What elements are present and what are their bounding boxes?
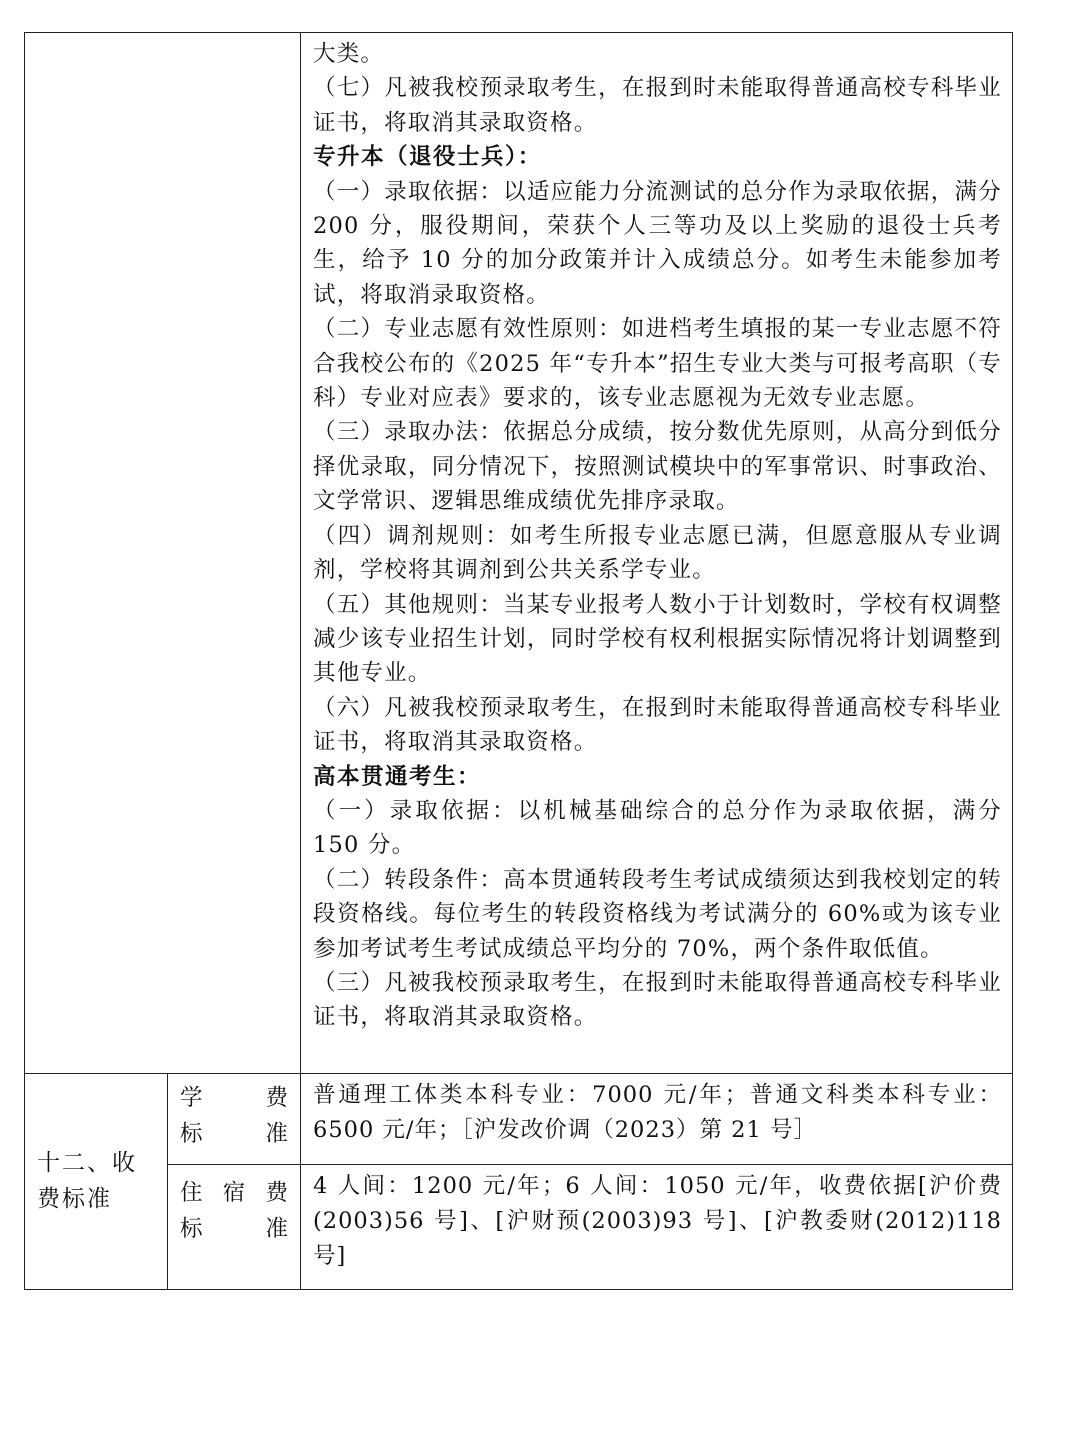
admission-rules-label-cell: [25, 33, 301, 1074]
tuition-label-char: 准: [265, 1120, 288, 1147]
intro-line: （七）凡被我校预录取考生，在报到时未能取得普通高校专科毕业证书，将取消其录取资格。: [313, 75, 1002, 136]
veteran-rule-item: （三）录取办法：依据总分成绩，按分数优先原则，从高分到低分择优录取，同分情况下，按照测试模块中的军事常识、时事政治、文学常识、逻辑思维成绩优先排序录取。: [313, 419, 1002, 515]
lodging-label-char: 费: [265, 1179, 288, 1206]
intro-line: 大类。: [313, 41, 385, 67]
tuition-label-char: 标: [180, 1120, 203, 1147]
gaoben-section-heading: 高本贯通考生：: [313, 763, 482, 790]
lodging-label-char: 宿: [222, 1179, 246, 1206]
tuition-row: [25, 1073, 1013, 1164]
gaoben-rule-item: （三）凡被我校预录取考生，在报到时未能取得普通高校专科毕业证书，将取消其录取资格。: [313, 969, 1002, 1031]
tuition-label: [168, 1073, 301, 1164]
veteran-rule-item: （一）录取依据：以适应能力分流测试的总分作为录取依据，满分 200 分，服役期间，荣获个人三等功及以上奖励的退役士兵考生，给予 10 分的加分政策并计入成绩总分。如考生未能参加考试，将取消录取资格。: [313, 178, 1002, 308]
veteran-section-heading: 专升本（退役士兵）：: [313, 144, 542, 171]
veteran-rule-item: （四）调剂规则：如考生所报专业志愿已满，但愿意服从专业调剂，学校将其调剂到公共关系学专业。: [313, 522, 1002, 584]
veteran-rule-item: （六）凡被我校预录取考生，在报到时未能取得普通高校专科毕业证书，将取消其录取资格。: [313, 694, 1002, 756]
veteran-rule-item: （五）其他规则：当某专业报考人数小于计划数时，学校有权调整减少该专业招生计划，同时学校有权利根据实际情况将计划调整到其他专业。: [313, 591, 1002, 687]
lodging-label-char: 标: [180, 1215, 203, 1242]
tuition-label-char: 学: [180, 1084, 203, 1111]
lodging-label: [168, 1164, 301, 1289]
lodging-row: [25, 1164, 1013, 1289]
gaoben-rule-item: （一）录取依据：以机械基础综合的总分作为录取依据，满分 150 分。: [313, 797, 1002, 859]
admissions-table: [24, 32, 1013, 1290]
lodging-label-char: 准: [265, 1215, 288, 1242]
admission-rules-content-cell: [301, 33, 1013, 1074]
lodging-label-char: 住: [180, 1179, 203, 1206]
tuition-value: 普通理工体类本科专业：7000 元/年；普通文科类本科专业：6500 元/年；［沪发改价调（2023）第 21 号］: [301, 1073, 1013, 1164]
gaoben-rule-item: （二）转段条件：高本贯通转段考生考试成绩须达到我校划定的转段资格线。每位考生的转段资格线为考试满分的 60%或为该专业参加考试考生考试成绩总平均分的 70%，两个条件取低值。: [313, 866, 1002, 962]
tuition-label-char: 费: [265, 1084, 288, 1111]
admission-rules-row: [25, 33, 1013, 1074]
veteran-rule-item: （二）专业志愿有效性原则：如进档考生填报的某一专业志愿不符合我校公布的《2025 年“专升本”招生专业大类与可报考高职（专科）专业对应表》要求的，该专业志愿视为无效专业志愿。: [313, 316, 1002, 412]
lodging-value: 4 人间：1200 元/年；6 人间：1050 元/年，收费依据[沪价费(2003)56 号]、[沪财预(2003)93 号]、[沪教委财(2012)118 号]: [301, 1164, 1013, 1289]
fees-section-title: 十二、收费标准: [25, 1073, 168, 1289]
